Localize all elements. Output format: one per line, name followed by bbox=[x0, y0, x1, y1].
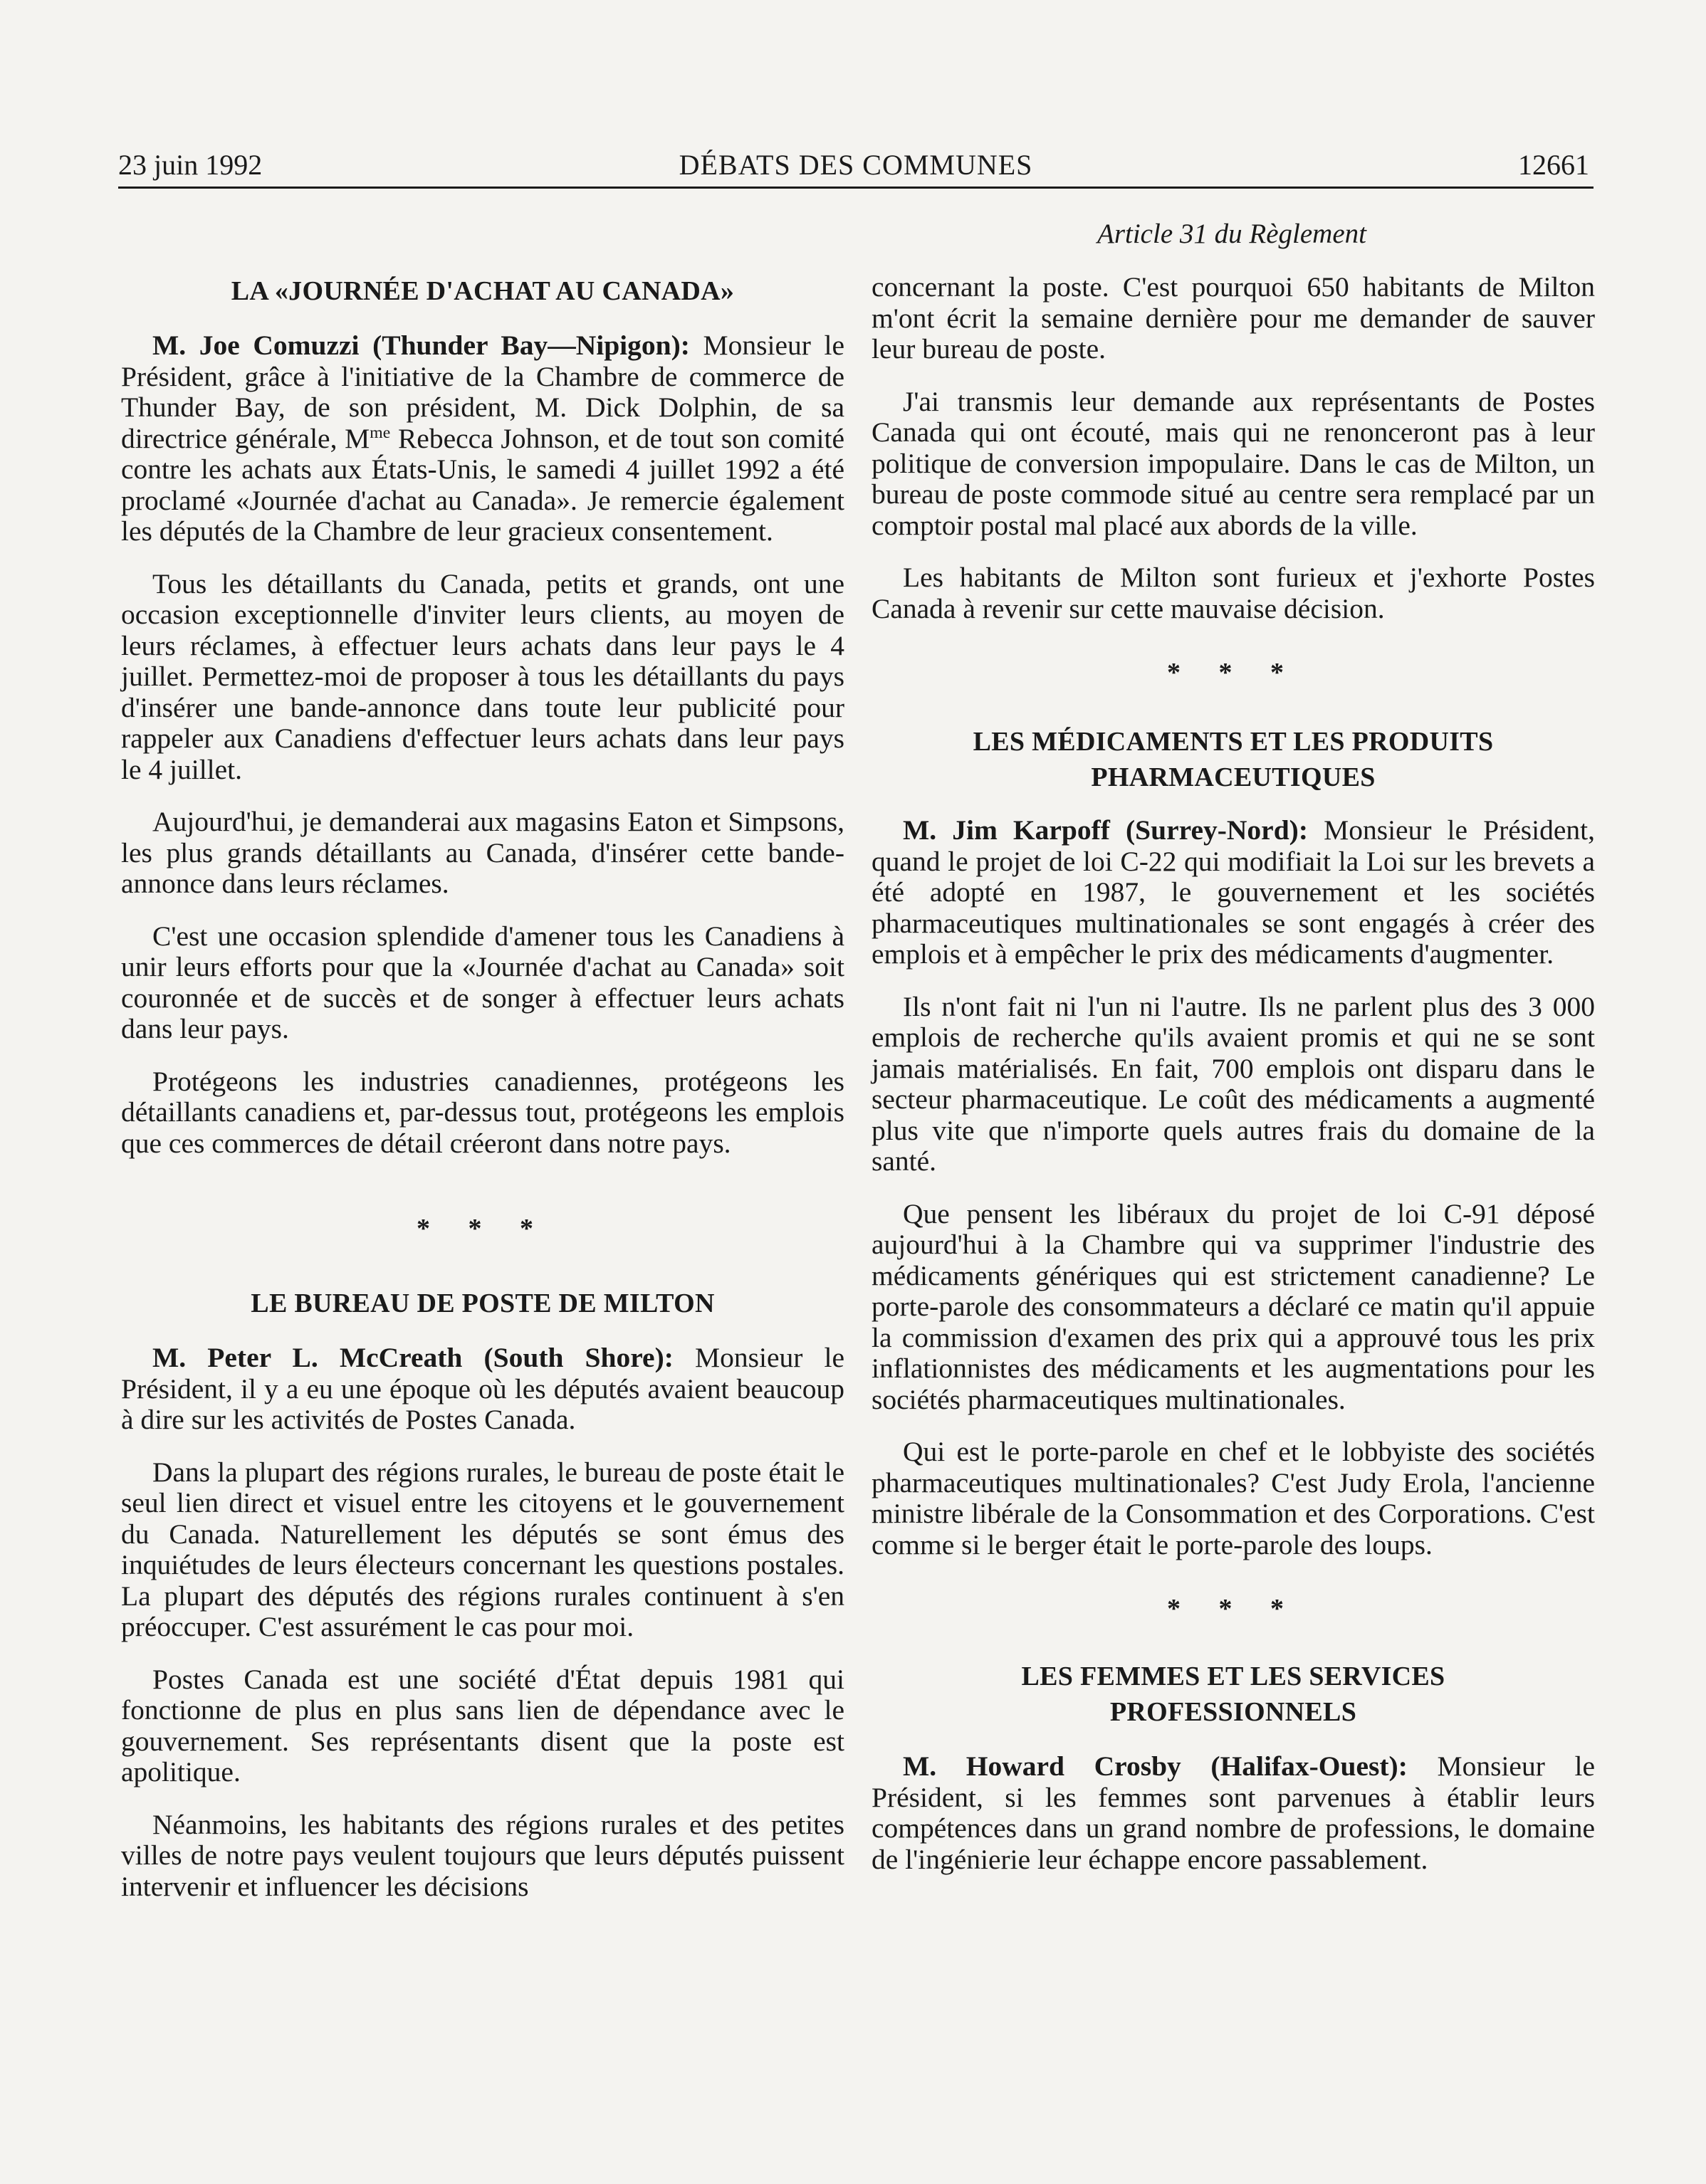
paragraph: Néanmoins, les habitants des régions rurales et des petites villes de notre pays veulent toujours que leurs députés puissent intervenir et influencer les décisions bbox=[121, 1808, 844, 1902]
paragraph: Tous les détaillants du Canada, petits et grands, ont une occasion exceptionnelle d'inviter leurs clients, au moyen de leurs réclames, à effectuer leurs achats dans leur pays le 4 juillet. Permettez-moi de proposer à tous les détaillants du pays d'insérer une bande-annonce dans toute leur publicité pour rappeler aux Canadiens d'effectuer leurs achats dans leur pays le 4 juillet. bbox=[121, 567, 844, 785]
paragraph: concernant la poste. C'est pourquoi 650 habitants de Milton m'ont écrit la semaine dernière pour me demander de sauver leur bureau de poste. bbox=[872, 271, 1595, 364]
paragraph: Les habitants de Milton sont furieux et j'exhorte Postes Canada à revenir sur cette mauvaise décision. bbox=[872, 562, 1595, 624]
paragraph: Que pensent les libéraux du projet de loi C-91 déposé aujourd'hui à la Chambre qui va supprimer l'industrie des médicaments génériques qui est strictement canadienne? Le porte-parole des consommateurs a déclaré ce matin qu'il appuie la commission d'examen des prix qui a approuvé tous les prix inflationnistes des médicaments et les augmentations pour les sociétés pharmaceutiques multinationales. bbox=[872, 1197, 1595, 1415]
header-title: DÉBATS DES COMMUNES bbox=[679, 149, 1033, 181]
header-page-number: 12661 bbox=[1518, 149, 1589, 181]
paragraph: M. Peter L. McCreath (South Shore): Monsieur le Président, il y a eu une époque où les députés avaient beaucoup à dire sur les activités de Postes Canada. bbox=[121, 1342, 844, 1435]
section-separator: * * * bbox=[1167, 1594, 1299, 1624]
section-heading-bureau-poste-milton: LE BUREAU DE POSTE DE MILTON bbox=[251, 1288, 715, 1318]
paragraph: Qui est le porte-parole en chef et le lobbyiste des sociétés pharmaceutiques multinationales? C'est Judy Erola, l'ancienne ministre libérale de la Consommation et des Corporations. C'est comme si le berger était le porte-parole des loups. bbox=[872, 1436, 1595, 1560]
paragraph: Postes Canada est une société d'État depuis 1981 qui fonctionne de plus en plus sans lien de dépendance avec le gouvernement. Ses représentants disent que la poste est apolitique. bbox=[121, 1663, 844, 1787]
paragraph: J'ai transmis leur demande aux représentants de Postes Canada qui ont écouté, mais qui ne renonceront pas à leur politique de conversion impopulaire. Dans le cas de Milton, un bureau de poste commode situé au centre sera remplacé par un comptoir postal mal placé aux abords de la ville. bbox=[872, 385, 1595, 541]
paragraph: Dans la plupart des régions rurales, le bureau de poste était le seul lien direct et visuel entre les citoyens et le gouvernement du Canada. Naturellement les députés se sont émus des inquiétudes de leurs électeurs concernant les questions postales. La plupart des députés des régions rurales continuent à s'en préoccuper. C'est assurément le cas pour moi. bbox=[121, 1456, 844, 1642]
page-header bbox=[118, 140, 1594, 189]
paragraph: Protégeons les industries canadiennes, protégeons les détaillants canadiens et, par-dessus tout, protégeons les emplois que ces commerces de détail créeront dans notre pays. bbox=[121, 1065, 844, 1159]
section-separator: * * * bbox=[417, 1214, 549, 1244]
section-heading-femmes-line2: PROFESSIONNELS bbox=[1109, 1697, 1357, 1727]
right-column bbox=[872, 272, 1595, 1875]
section-heading-medicaments-line1: LES MÉDICAMENTS ET LES PRODUITS bbox=[973, 727, 1494, 757]
running-head: Article 31 du Règlement bbox=[1097, 219, 1366, 249]
paragraph: Aujourd'hui, je demanderai aux magasins Eaton et Simpsons, les plus grands détaillants au Canada, d'insérer cette bande-annonce dans leurs réclames. bbox=[121, 806, 844, 899]
paragraph: Ils n'ont fait ni l'un ni l'autre. Ils ne parlent plus des 3 000 emplois de recherche qu'ils avaient promis et qui ne se sont jamais matérialisés. En fait, 700 emplois ont disparu dans le secteur pharmaceutique. Le coût des médicaments a augmenté plus vite que n'importe quels autres frais du domaine de la santé. bbox=[872, 990, 1595, 1177]
left-column bbox=[121, 269, 844, 1902]
paragraph: M. Howard Crosby (Halifax-Ouest): Monsieur le Président, si les femmes sont parvenues à établir leurs compétences dans un grand nombre de professions, le domaine de l'ingénierie leur échappe encore passablement. bbox=[872, 1750, 1595, 1875]
section-separator: * * * bbox=[1167, 658, 1299, 688]
speaker-name: M. Howard Crosby (Halifax-Ouest): bbox=[903, 1750, 1408, 1782]
paragraph: M. Joe Comuzzi (Thunder Bay—Nipigon): Monsieur le Président, grâce à l'initiative de la Chambre de commerce de Thunder Bay, de son président, M. Dick Dolphin, de sa directrice générale, $M^{me}$ Rebecca Johnson, et de tout son comité contre les achats aux États-Unis, le samedi 4 juillet 1992 a été proclamé «Journée d'achat au Canada». Je remercie également les députés de la Chambre de leur gracieux consentement. bbox=[121, 330, 844, 547]
paragraph: M. Jim Karpoff (Surrey-Nord): Monsieur le Président, quand le projet de loi C-22 qui modifiait la Loi sur les brevets a été adopté en 1987, le gouvernement et les sociétés pharmaceutiques multinationales se sont engagés à créer des emplois et à empêcher le prix des médicaments d'augmenter. bbox=[872, 814, 1596, 970]
speaker-name: M. Peter L. McCreath (South Shore): bbox=[152, 1342, 674, 1373]
section-heading-journee-achat: LA «JOURNÉE D'ACHAT AU CANADA» bbox=[231, 276, 735, 306]
paragraph: C'est une occasion splendide d'amener tous les Canadiens à unir leurs efforts pour que la «Journée d'achat au Canada» soit couronnée et de succès et de songer à effectuer leurs achats dans leur pays. bbox=[121, 920, 844, 1044]
section-heading-femmes-line1: LES FEMMES ET LES SERVICES bbox=[1021, 1661, 1445, 1691]
section-heading-medicaments-line2: PHARMACEUTIQUES bbox=[1091, 762, 1376, 792]
header-date: 23 juin 1992 bbox=[118, 149, 263, 181]
header-rule bbox=[118, 187, 1594, 189]
speaker-name: M. Jim Karpoff (Surrey-Nord): bbox=[903, 814, 1308, 846]
speaker-name: M. Joe Comuzzi (Thunder Bay—Nipigon): bbox=[152, 330, 690, 361]
